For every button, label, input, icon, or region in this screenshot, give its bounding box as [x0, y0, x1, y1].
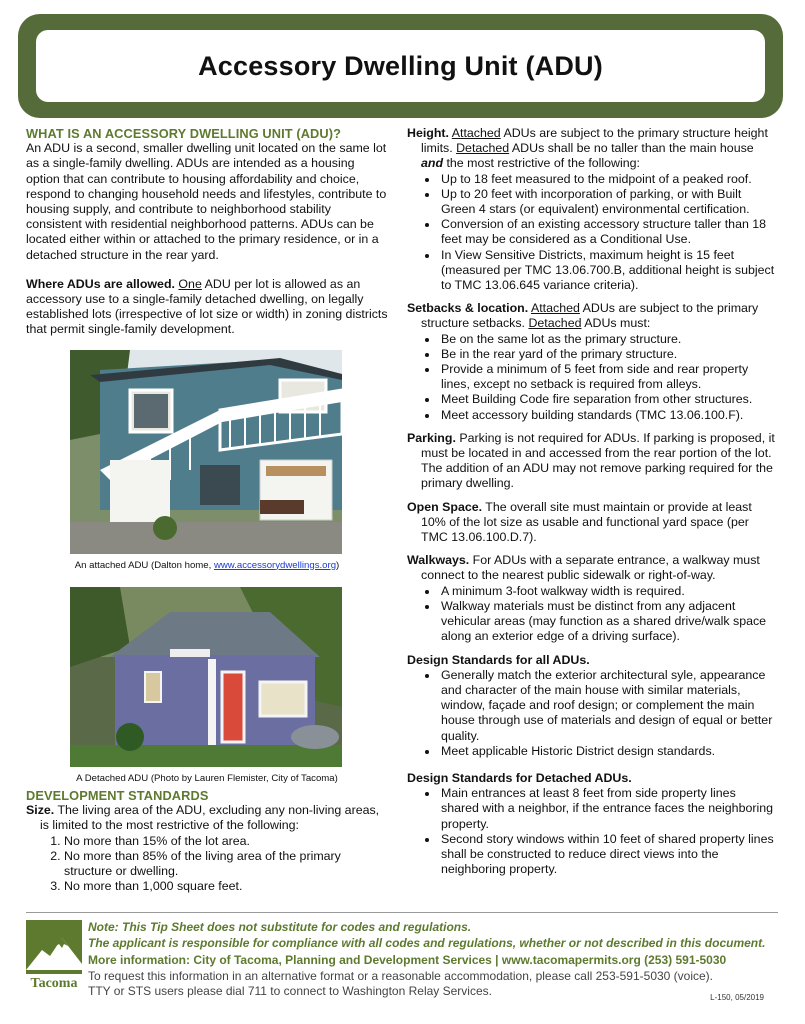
list-item: 2. No more than 85% of the living area of the primary structure or dwelling.: [64, 849, 388, 879]
more-info-line: More information: City of Tacoma, Planning and Development Services | www.tacomapermits.org (253) 591-5030: [88, 953, 727, 968]
caption1-text: An attached ADU (Dalton home,: [74, 559, 214, 571]
note-line-1: Note: This Tip Sheet does not substitute for codes and regulations.: [88, 920, 472, 934]
request-line: To request this information in an alternative format or a reasonable accommodation, please call 253-591-5030 (voice).: [88, 968, 714, 983]
list-item: 3. No more than 1,000 square feet.: [64, 879, 388, 894]
list-item: • Meet applicable Historic District design standards.: [439, 744, 775, 759]
parking-label: Parking.: [407, 430, 456, 445]
design-detached-section: [407, 771, 775, 877]
document-code: L-150, 05/2019: [710, 993, 764, 1002]
list-item: • Meet accessory building standards (TMC 13.06.100.F).: [439, 408, 775, 423]
list-item: • Walkway materials must be distinct from any adjacent vehicular areas (may function as a shared drive/walk space along an exterior edge of a driving surface).: [439, 599, 775, 645]
parking-paragraph: [407, 431, 775, 492]
title-box: [36, 30, 765, 102]
height-section: [407, 126, 775, 293]
height-paragraph: [407, 126, 775, 172]
footer-text: [88, 920, 778, 1000]
design-detached-heading: Design Standards for Detached ADUs.: [407, 770, 632, 785]
design-all-heading: Design Standards for all ADUs.: [407, 652, 590, 667]
attached-term: Attached: [451, 126, 501, 140]
detached-adu-photo: [70, 587, 342, 767]
design-detached-list: [407, 786, 775, 877]
left-column: [26, 126, 388, 894]
size-list: [26, 834, 388, 895]
list-item: • A minimum 3-foot walkway width is required.: [439, 584, 775, 599]
height-body1: ADUs are subject to the primary structure height limits.: [421, 126, 768, 156]
detached-term: Detached: [456, 141, 510, 156]
list-item: • In View Sensitive Districts, maximum height is 15 feet (measured per TMC 13.06.700.B, additional height is subject to TMC 13.06.645 variance criteria).: [439, 248, 775, 294]
setbacks-body2: ADUs must:: [581, 316, 651, 331]
walkways-paragraph: [407, 553, 775, 583]
and-term: and: [421, 156, 444, 171]
setbacks-body1: ADUs are subject to the primary structure setbacks.: [421, 301, 759, 331]
list-item: • Generally match the exterior architectural syle, appearance and character of the main house with similar materials, window, façade and roof design; or complement the main house through use of materials and design of equal or better quality.: [439, 668, 775, 744]
height-label: Height.: [407, 126, 449, 140]
list-item: • Second story windows within 10 feet of shared property lines shall be constructed to reduce direct views into the neighboring property.: [439, 832, 775, 878]
size-body: The living area of the ADU, excluding any non-living areas, is limited to the most restrictive of the following:: [40, 803, 380, 833]
list-item: 1. No more than 15% of the lot area.: [64, 834, 388, 849]
setbacks-section: [407, 301, 775, 423]
where-label: Where ADUs are allowed.: [26, 276, 175, 291]
detached-adu-image: [70, 587, 342, 767]
list-item: • Conversion of an existing accessory structure taller than 18 feet may be considered as a Conditional Use.: [439, 217, 775, 247]
size-label: Size.: [26, 803, 55, 818]
tacoma-logo: [26, 920, 82, 996]
attached-term: Attached: [530, 301, 580, 316]
attached-adu-caption: [26, 558, 388, 573]
setbacks-list: [407, 332, 775, 423]
height-body2: ADUs shall be no taller than the main house: [509, 141, 754, 156]
list-item: • Provide a minimum of 5 feet from side and rear property lines, except no setback is required from alleys.: [439, 362, 775, 392]
open-space-label: Open Space.: [407, 499, 483, 514]
height-list: [407, 172, 775, 294]
list-item: • Main entrances at least 8 feet from side property lines shared with a neighbor, if the entrance faces the neighboring property.: [439, 786, 775, 832]
parking-body: Parking is not required for ADUs. If parking is proposed, it must be located in and accessed from the rear portion of the lot. The addition of an ADU may not remove parking required for the primary dwelling.: [421, 430, 775, 491]
what-heading: WHAT IS AN ACCESSORY DWELLING UNIT (ADU)?: [26, 126, 341, 141]
where-one: One: [178, 276, 202, 291]
what-body: An ADU is a second, smaller dwelling unit located on the same lot as a single-family dwelling. ADUs are intended as a housing option that can contribute to housing affordability and choice, respond to changing household needs and lifestyles, contribute to housing supply, and contribute to neighborhood stability consistent with residential neighborhood patterns. ADUs can be located either within or attached to the primary residence, or in a detached structure in the rear yard.: [26, 141, 387, 262]
title-banner: [18, 14, 783, 118]
right-column: [407, 126, 775, 883]
list-item: • Be in the rear yard of the primary structure.: [439, 347, 775, 362]
design-all-list: [407, 668, 775, 759]
walkways-section: [407, 553, 775, 644]
attached-adu-photo: [70, 350, 342, 554]
accessorydwellings-link[interactable]: www.accessorydwellings.org: [213, 559, 337, 571]
list-item: • Be on the same lot as the primary structure.: [439, 332, 775, 347]
list-item: • Up to 20 feet with incorporation of parking, or with Built Green 4 stars (or equivalent) environmental certification.: [439, 187, 775, 217]
page-title: Accessory Dwelling Unit (ADU): [198, 50, 603, 81]
setbacks-label: Setbacks & location.: [407, 301, 529, 316]
setbacks-paragraph: [407, 301, 775, 331]
where-paragraph: [26, 277, 388, 338]
footer-divider: [26, 912, 778, 913]
size-paragraph: [26, 803, 388, 833]
logo-wordmark: Tacoma: [30, 976, 78, 991]
walkways-label: Walkways.: [407, 553, 470, 568]
tty-line: TTY or STS users please dial 711 to connect to Washington Relay Services.: [88, 984, 492, 999]
open-space-paragraph: [407, 500, 775, 546]
open-space-body: The overall site must maintain or provide at least 10% of the lot size as usable and functional yard space (per TMC 13.06.100.D.7).: [421, 499, 752, 545]
caption1-end: ): [336, 559, 340, 571]
design-all-section: [407, 653, 775, 759]
list-item: • Meet Building Code fire separation from other structures.: [439, 392, 775, 407]
detached-term: Detached: [528, 316, 582, 331]
height-body3: the most restrictive of the following:: [443, 156, 640, 171]
attached-adu-image: [70, 350, 342, 554]
where-body: ADU per lot is allowed as an accessory use to a single-family detached dwelling, on legally established lots (irrespective of lot size or width) in zoning districts that permit single-family development.: [26, 276, 388, 337]
list-item: • Up to 18 feet measured to the midpoint of a peaked roof.: [439, 172, 775, 187]
walkways-list: [407, 584, 775, 645]
walkways-body: For ADUs with a separate entrance, a walkway must connect to the nearest public sidewalk or right-of-way.: [421, 553, 760, 583]
development-standards-heading: DEVELOPMENT STANDARDS: [26, 788, 209, 804]
detached-adu-caption: A Detached ADU (Photo by Lauren Flemister, City of Tacoma): [76, 772, 338, 784]
footer: [26, 920, 778, 1010]
note-line-2: The applicant is responsible for compliance with all codes and regulations, whether or not described in this document.: [88, 935, 766, 950]
